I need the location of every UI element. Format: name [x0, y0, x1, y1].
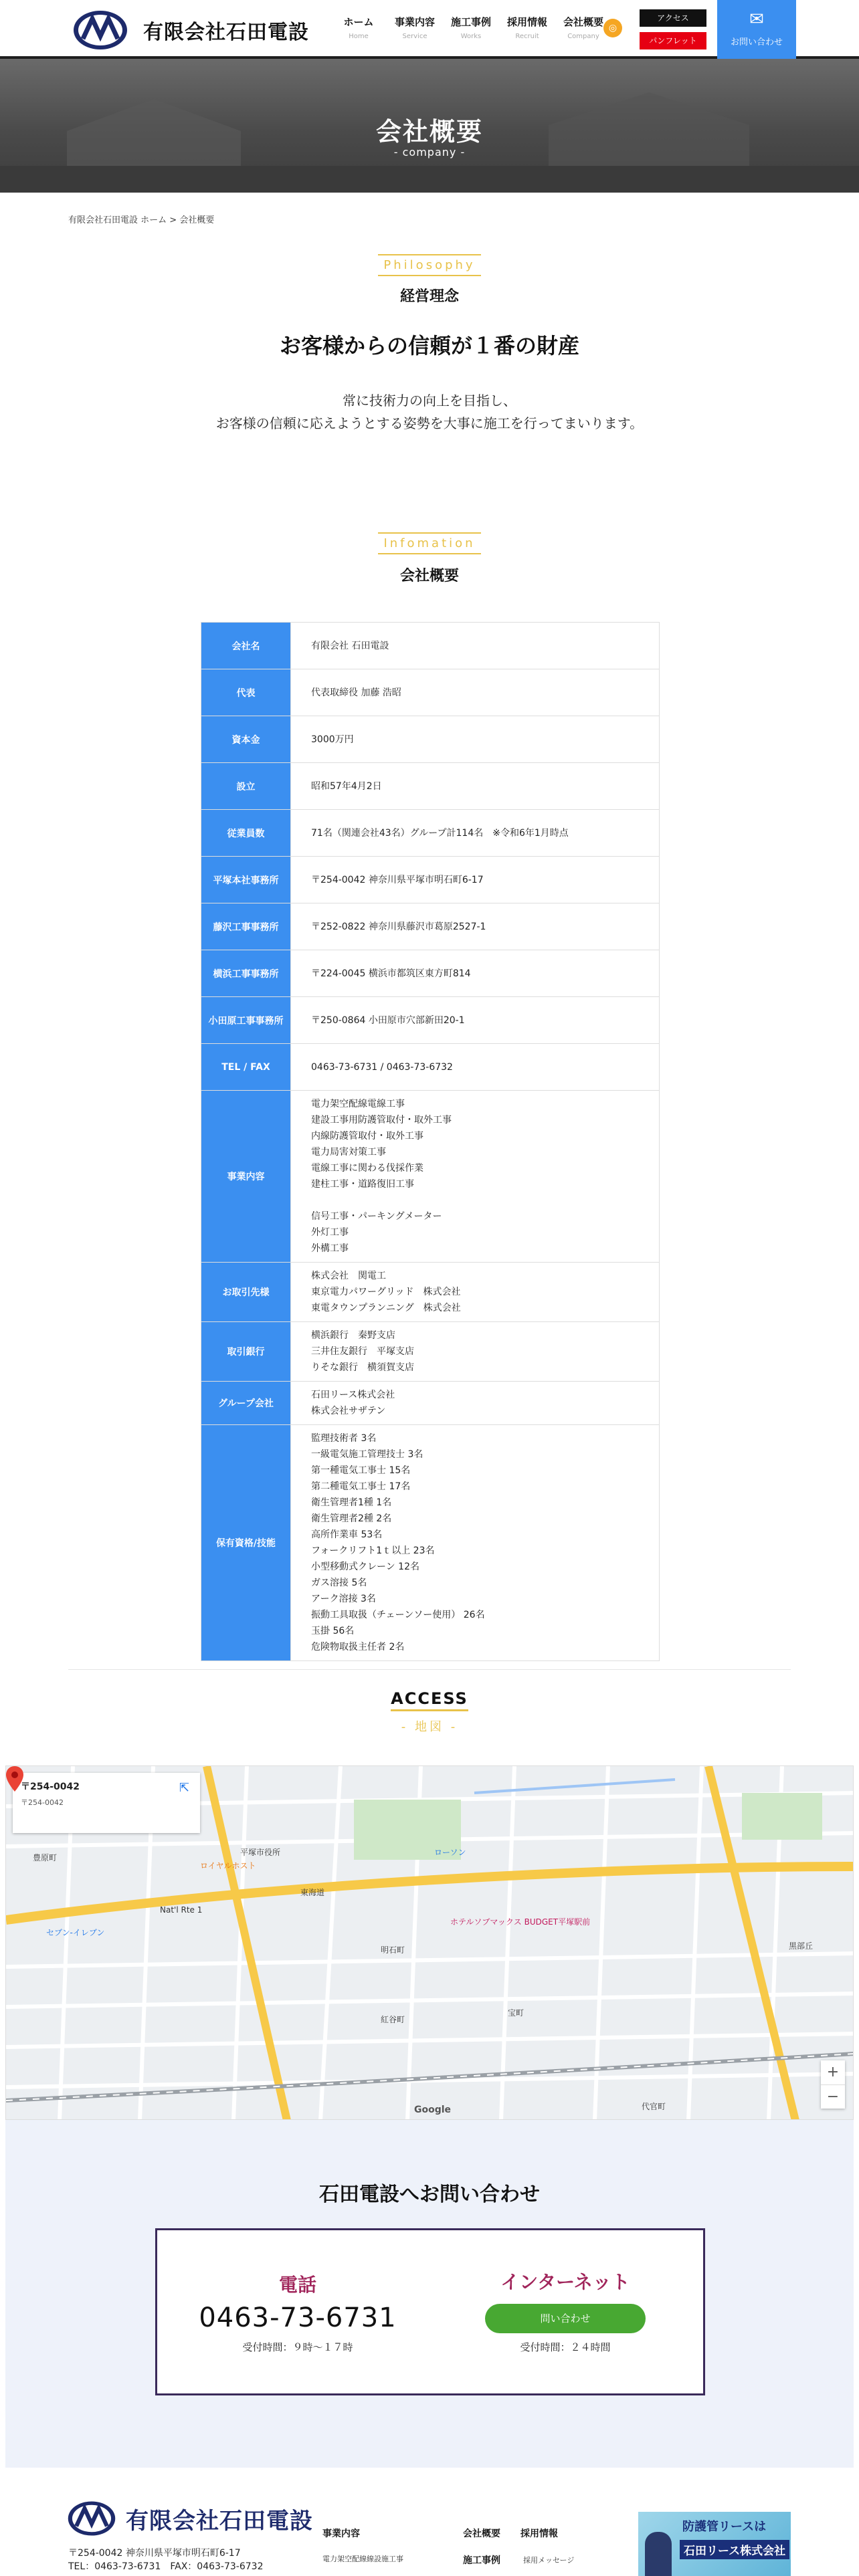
philosophy-heading: 経営理念	[399, 288, 459, 305]
info-row-value	[291, 763, 660, 810]
nav-recruit-en: Recruit	[515, 33, 539, 40]
info-row	[201, 903, 660, 950]
logo-text: 有限会社石田電設	[143, 21, 309, 44]
nav-service-label: 事業内容	[394, 16, 435, 28]
web-hours: 受付時間：２４時間	[520, 2341, 611, 2353]
info-row-label: 保有資格/技能	[201, 1425, 291, 1661]
google-logo: Google	[414, 2105, 452, 2115]
info-value-line: 電力架空配線電線工事	[311, 1099, 405, 1109]
map-info-card[interactable]	[13, 1773, 200, 1833]
info-row	[201, 1322, 660, 1382]
contact-box	[155, 2228, 705, 2395]
info-row-label: TEL / FAX	[201, 1044, 291, 1091]
nav-company-label: 会社概要	[563, 16, 603, 28]
nav-works-en: Works	[460, 33, 482, 40]
nav-works[interactable]	[443, 15, 499, 40]
access-button[interactable]: アクセス	[640, 9, 706, 27]
map-label-cityhall: 平塚市役所	[240, 1848, 281, 1857]
info-value-line: 〒250-0864 小田原市穴部新田20-1	[311, 1014, 465, 1026]
info-value-line: 一級電気施工管理技士 3名	[311, 1449, 423, 1460]
info-row-value	[291, 1425, 660, 1661]
info-row-label: 取引銀行	[201, 1322, 291, 1382]
map-card-zip: 〒254-0042	[21, 1782, 80, 1792]
info-value-line: 小型移動式クレーン 12名	[311, 1562, 419, 1572]
info-row-label: 資本金	[201, 716, 291, 763]
info-row	[201, 1425, 660, 1661]
nav-recruit[interactable]	[499, 15, 555, 40]
banner-worker-figure	[645, 2532, 672, 2576]
access-heading	[0, 1689, 859, 1708]
info-heading: 会社概要	[399, 568, 459, 584]
nav-works-label: 施工事例	[450, 16, 491, 28]
info-row-label: 会社名	[201, 623, 291, 669]
info-row	[201, 1044, 660, 1091]
info-row-value	[291, 810, 660, 857]
footer-address	[68, 2547, 263, 2573]
footer-nav-service[interactable]: 事業内容	[322, 2529, 360, 2539]
info-row	[201, 716, 660, 763]
philosophy-heading-en	[0, 254, 859, 276]
info-value-line: フォークリフト1ｔ以上 23名	[311, 1545, 435, 1556]
info-heading-en	[0, 532, 859, 554]
info-value-line: アーク溶接 3名	[311, 1594, 376, 1604]
logo-mark-icon	[72, 9, 128, 51]
hero-ground	[0, 166, 859, 193]
philosophy-en-text: Philosophy	[378, 254, 480, 276]
info-value-line: 第一種電気工事士 15名	[311, 1465, 411, 1476]
info-value-line: りそな銀行 横須賀支店	[311, 1362, 414, 1373]
info-value-line: ガス溶接 5名	[311, 1578, 367, 1588]
info-value-line: 昭和57年4月2日	[311, 780, 382, 792]
map-label-tokaido: 東海道	[300, 1888, 325, 1897]
info-row	[201, 623, 660, 669]
contact-section	[5, 2120, 854, 2468]
info-row-value	[291, 1091, 660, 1263]
site-logo[interactable]	[72, 9, 309, 51]
info-row-value	[291, 623, 660, 669]
info-row-label: 事業内容	[201, 1091, 291, 1263]
map-label-toyohara: 豊原町	[33, 1853, 58, 1862]
info-value-line: 衛生管理者1種 1名	[311, 1497, 392, 1508]
inquiry-button[interactable]: 問い合わせ	[485, 2304, 646, 2333]
map-label-beniya: 紅谷町	[381, 2015, 405, 2024]
page-hero	[0, 59, 859, 193]
info-value-line: 電線工事に関わる伐採作業	[311, 1163, 423, 1174]
info-row	[201, 1382, 660, 1425]
directions-icon[interactable]: ⇱	[179, 1781, 189, 1795]
info-row	[201, 763, 660, 810]
info-value-line: 代表取締役 加藤 浩昭	[311, 687, 401, 698]
nav-service-en: Service	[402, 33, 427, 40]
footer-nav-works[interactable]: 施工事例	[463, 2555, 500, 2566]
info-row-label: 従業員数	[201, 810, 291, 857]
footer-nav-recruit[interactable]: 採用情報	[520, 2529, 558, 2539]
info-value-line: 内線防護管取付・取外工事	[311, 1131, 423, 1142]
header-contact-button[interactable]	[717, 0, 796, 59]
footer-nav-recruit-sub[interactable]: 採用メッセージ	[523, 2556, 575, 2565]
info-row-label: グループ会社	[201, 1382, 291, 1425]
info-value-line: 〒254-0042 神奈川県平塚市明石町6-17	[311, 874, 484, 885]
footer-nav-service-sub[interactable]: 電力架空配線線設施工事	[322, 2555, 403, 2563]
info-row	[201, 857, 660, 903]
pamphlet-button[interactable]: パンフレット	[640, 32, 706, 49]
footer-logo[interactable]	[67, 2500, 313, 2537]
google-map[interactable]	[5, 1765, 854, 2120]
map-zoom-controls	[821, 2060, 845, 2109]
web-label: インターネット	[500, 2271, 630, 2293]
map-label-kurobe: 黒部丘	[789, 1941, 814, 1951]
banner-line-2: 石田リース株式会社	[680, 2540, 789, 2559]
map-label-route1: Nat'l Rte 1	[160, 1905, 203, 1915]
info-value-line: 横浜銀行 秦野支店	[311, 1330, 395, 1341]
info-row-label: 平塚本社事務所	[201, 857, 291, 903]
info-value-line: 株式会社サザテン	[311, 1406, 386, 1416]
philosophy-headline: お客様からの信頼が１番の財産	[279, 333, 579, 358]
nav-home-label: ホーム	[343, 16, 374, 28]
banner-line-1: 防護管リースは	[682, 2520, 767, 2534]
nav-company-en: Company	[567, 33, 599, 40]
info-row-value	[291, 950, 660, 997]
info-row-label: 小田原工事事務所	[201, 997, 291, 1044]
info-value-line: 東京電力パワーグリッド 株式会社	[311, 1287, 461, 1297]
phone-hours: 受付時間：９時〜１７時	[242, 2341, 353, 2353]
info-row-label: 横浜工事事務所	[201, 950, 291, 997]
breadcrumb-current: 会社概要	[179, 215, 215, 225]
footer-telfax-line: TEL：0463-73-6731 FAX：0463-73-6732	[68, 2561, 264, 2572]
info-value-line: 三井住友銀行 平塚支店	[311, 1346, 414, 1357]
info-row	[201, 1263, 660, 1322]
info-row-value	[291, 1382, 660, 1425]
access-subheading: - 地図 -	[401, 1720, 458, 1734]
info-value-line: 71名（関連会社43名）グループ計114名 ※令和6年1月時点	[311, 827, 569, 839]
access-heading-text: ACCESS	[391, 1689, 468, 1711]
map-label-takara: 宝町	[508, 2008, 524, 2018]
info-value-line: 〒224-0045 横浜市都筑区東方町814	[311, 968, 471, 979]
info-row-value	[291, 1044, 660, 1091]
info-row-value	[291, 903, 660, 950]
phone-number[interactable]: 0463-73-6731	[199, 2302, 397, 2333]
info-row-label: 藤沢工事事務所	[201, 903, 291, 950]
info-row-value	[291, 997, 660, 1044]
nav-home[interactable]	[330, 15, 387, 40]
philosophy-line-1: 常に技術力の向上を目指し、	[343, 393, 516, 409]
info-row	[201, 1091, 660, 1263]
map-label-hotel: ホテルソブマックス BUDGET平塚駅前	[450, 1917, 591, 1927]
info-row	[201, 669, 660, 716]
info-value-line: 第二種電気工事士 17名	[311, 1481, 411, 1492]
footer-nav-company[interactable]: 会社概要	[463, 2529, 500, 2539]
mail-icon: ✉	[749, 9, 764, 29]
phone-label: 電話	[278, 2274, 316, 2296]
philosophy-body	[0, 389, 859, 435]
info-value-line: 衛生管理者2種 2名	[311, 1513, 392, 1524]
breadcrumb-separator: >	[169, 215, 177, 225]
info-value-line: 信号工事・パーキングメーター	[311, 1211, 442, 1222]
info-row-value	[291, 716, 660, 763]
footer-address-line: 〒254-0042 神奈川県平塚市明石町6-17	[68, 2548, 241, 2559]
info-value-line: 振動工具取扱（チェーンソー使用） 26名	[311, 1610, 485, 1620]
zoom-out-button[interactable]: −	[821, 2084, 845, 2109]
breadcrumb	[68, 213, 214, 225]
info-value-line: 監理技術者 3名	[311, 1433, 377, 1444]
info-value-line: 有限会社 石田電設	[311, 640, 389, 651]
info-en-text: Infomation	[378, 532, 480, 554]
info-row	[201, 997, 660, 1044]
info-value-line: 株式会社 関電工	[311, 1271, 386, 1281]
info-value-line: 外灯工事	[311, 1227, 349, 1238]
info-value-line: 0463-73-6731 / 0463-73-6732	[311, 1061, 453, 1073]
info-row-label: 設立	[201, 763, 291, 810]
company-info-table	[201, 622, 660, 1661]
map-card-address: 〒254-0042	[21, 1798, 64, 1807]
philosophy-line-2: お客様の信頼に応えようとする姿勢を大事に施工を行ってまいります。	[215, 415, 644, 431]
info-value-line: 建設工事用防護管取付・取外工事	[311, 1115, 452, 1125]
info-row	[201, 950, 660, 997]
header-contact-label: お問い合わせ	[730, 37, 783, 47]
info-row-value	[291, 1263, 660, 1322]
info-row-value	[291, 1322, 660, 1382]
site-header	[0, 0, 859, 59]
info-value-line: 危険物取扱主任者 2名	[311, 1642, 405, 1652]
info-value-line: 3000万円	[311, 734, 354, 745]
info-row-value	[291, 857, 660, 903]
map-label-lawson: ローソン	[434, 1848, 466, 1857]
zoom-in-button[interactable]: +	[826, 2064, 840, 2080]
info-value-line: 玉掛 56名	[311, 1626, 355, 1636]
page-subtitle: - company -	[393, 146, 466, 158]
site-footer	[0, 2468, 859, 2576]
info-value-line: 建柱工事・道路復旧工事	[311, 1179, 414, 1190]
info-value-line: 〒252-0822 神奈川県藤沢市葛原2527-1	[311, 921, 486, 932]
nav-recruit-label: 採用情報	[506, 16, 547, 28]
info-value-line: 高所作業車 53名	[311, 1529, 383, 1540]
nav-service[interactable]	[387, 15, 443, 40]
contact-web	[465, 2268, 666, 2354]
lease-banner[interactable]	[638, 2512, 791, 2576]
nav-home-en: Home	[349, 33, 369, 40]
main-nav	[330, 15, 611, 40]
info-value-line: 石田リース株式会社	[311, 1390, 395, 1400]
breadcrumb-home-link[interactable]: 有限会社石田電設 ホーム	[68, 215, 167, 225]
section-divider	[68, 1669, 791, 1670]
contact-title: 石田電設へお問い合わせ	[319, 2183, 540, 2206]
map-label-daikan: 代官町	[642, 2102, 666, 2111]
footer-logo-text: 有限会社石田電設	[126, 2507, 313, 2535]
info-row-value	[291, 669, 660, 716]
contact-phone	[197, 2270, 398, 2354]
info-value-line: 東電タウンプランニング 株式会社	[311, 1303, 461, 1313]
info-value-line: 外構工事	[311, 1243, 349, 1254]
map-label-akashi: 明石町	[381, 1945, 405, 1955]
footer-logo-mark-icon	[67, 2500, 116, 2537]
map-label-seven: セブン-イレブン	[46, 1928, 105, 1937]
info-row	[201, 810, 660, 857]
instagram-icon[interactable]: ◎	[603, 19, 622, 37]
info-row-label: お取引先様	[201, 1263, 291, 1322]
info-value-line	[311, 1192, 639, 1208]
map-label-royal: ロイヤルホスト	[200, 1861, 256, 1870]
info-value-line: 電力局害対策工事	[311, 1147, 386, 1158]
map-pin-icon[interactable]	[6, 1766, 23, 1792]
info-row-label: 代表	[201, 669, 291, 716]
page-title: 会社概要	[375, 117, 483, 146]
